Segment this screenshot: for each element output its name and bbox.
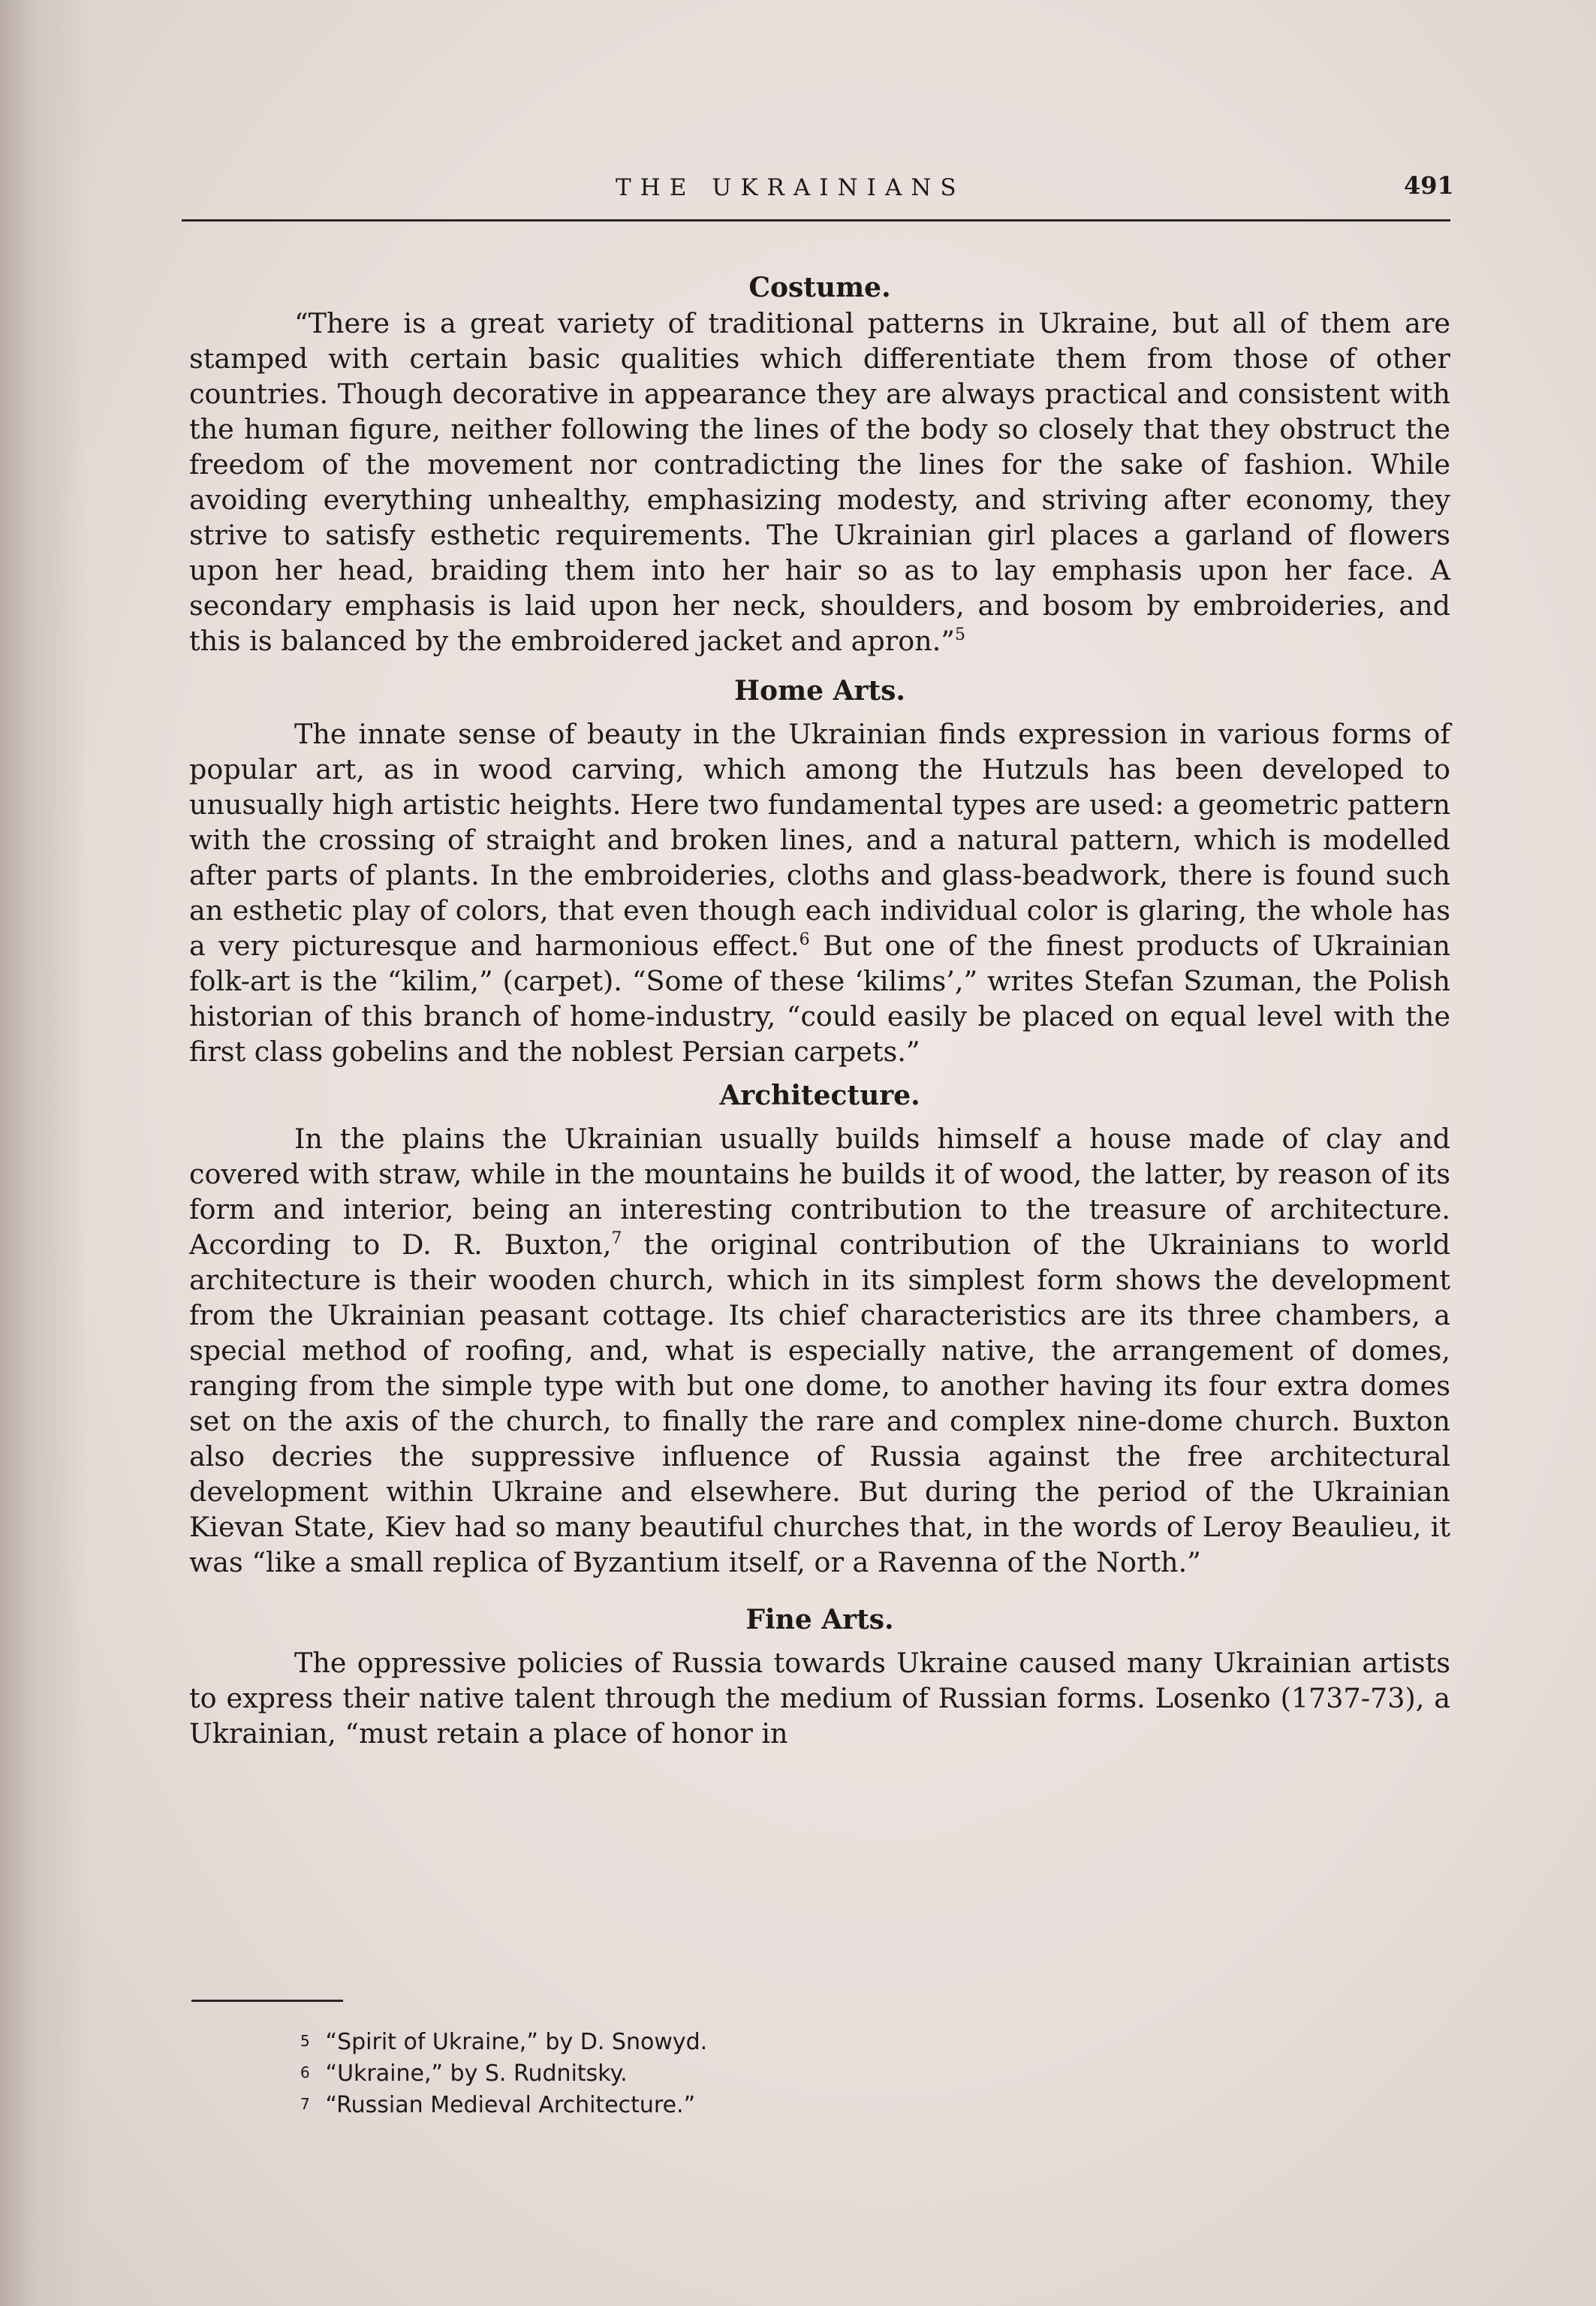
architecture-paragraph	[189, 1121, 1450, 1580]
costume-heading: Costume.	[748, 272, 891, 303]
footnote-number: 5	[300, 2032, 310, 2050]
home-arts-heading: Home Arts.	[734, 675, 905, 707]
fine-arts-paragraph: The oppressive policies of Russia towards Ukraine caused many Ukrainian artists to express their native talent through the medium of Russian forms. Losenko (1737-73), a Ukrainian, “must retain a place of honor in	[189, 1647, 1450, 1750]
header-rule	[182, 219, 1450, 222]
page-number: 491	[1404, 171, 1454, 200]
footnote-ref-6: 6	[799, 930, 810, 949]
footnote-text: “Russian Medieval Architecture.”	[325, 2092, 696, 2118]
architecture-heading: Architecture.	[719, 1080, 920, 1111]
gutter-shadow	[0, 0, 90, 2306]
footnote-text: “Spirit of Ukraine,” by D. Snowyd.	[325, 2029, 708, 2055]
running-head: THE UKRAINIANS	[616, 174, 965, 201]
architecture-text-1: In the plains the Ukrainian usually builds himself a house made of clay and covered with straw, while in the mountains he builds it of wood, the latter, by reason of its form and interior, being an interesting contribution to the treasure of architecture. According to D. R. Buxton,	[189, 1123, 1450, 1261]
footnote-6	[300, 2057, 707, 2089]
body-text	[189, 270, 1450, 1751]
footnote-text: “Ukraine,” by S. Rudnitsky.	[325, 2060, 628, 2087]
footnote-number: 7	[300, 2095, 310, 2113]
footnote-5	[300, 2026, 707, 2057]
footnote-ref-7: 7	[611, 1229, 622, 1248]
footnote-ref-5: 5	[954, 625, 965, 644]
architecture-text-2: the original contribution of the Ukrainians to world architecture is their wooden church, which in its simplest form shows the development from the Ukrainian peasant cottage. Its chief characteristics are its three chambers, a special method of roofing, and, what is especially native, the arrangement of domes, ranging from the simple type with but one dome, to another having its four extra domes set on the axis of the church, to finally the rare and complex nine-dome church. Buxton also decries the suppressive influence of Russia against the free architectural development within Ukraine and elsewhere. But during the period of the Ukrainian Kievan State, Kiev had so many beautiful churches that, in the words of Leroy Beaulieu, it was “like a small replica of Byzantium itself, or a Ravenna of the North.”	[189, 1228, 1450, 1578]
footnote-7	[300, 2089, 707, 2121]
costume-paragraph	[189, 306, 1450, 659]
costume-text: “There is a great variety of traditional patterns in Ukraine, but all of them are stamped with certain basic qualities which differentiate them from those of other countries. Though decorative in appearance they are always practical and consistent with the human figure, neither following the lines of the body so closely that they obstruct the freedom of the movement nor contradicting the lines for the sake of fashion. While avoiding everything unhealthy, emphasizing modesty, and striving after economy, they strive to satisfy esthetic requirements. The Ukrainian girl places a garland of flowers upon her head, braiding them into her hair so as to lay emphasis upon her face. A secondary emphasis is laid upon her neck, shoulders, and bosom by embroideries, and this is balanced by the embroidered jacket and apron.”	[189, 307, 1450, 657]
home-arts-text-1: The innate sense of beauty in the Ukrainian finds expression in various forms of popular art, as in wood carving, which among the Hutzuls has been developed to unusually high artistic heights. Here two fundamental types are used: a geometric pattern with the crossing of straight and broken lines, and a natural pattern, which is modelled after parts of plants. In the embroideries, cloths and glass-beadwork, there is found such an esthetic play of colors, that even though each individual color is glaring, the whole has a very picturesque and harmonious effect.	[189, 718, 1450, 962]
footnotes	[300, 2026, 707, 2121]
footnote-number: 6	[300, 2063, 310, 2081]
footnote-rule	[191, 2000, 343, 2002]
home-arts-paragraph	[189, 716, 1450, 1069]
home-arts-text-2: But one of the finest products of Ukrainian folk-art is the “kilim,” (carpet). “Some of these ‘kilims’,” writes Stefan Szuman, the Polish historian of this branch of home-industry, “could easily be placed on equal level with the first class gobelins and the noblest Persian carpets.”	[189, 930, 1450, 1068]
fine-arts-heading: Fine Arts.	[745, 1604, 894, 1635]
